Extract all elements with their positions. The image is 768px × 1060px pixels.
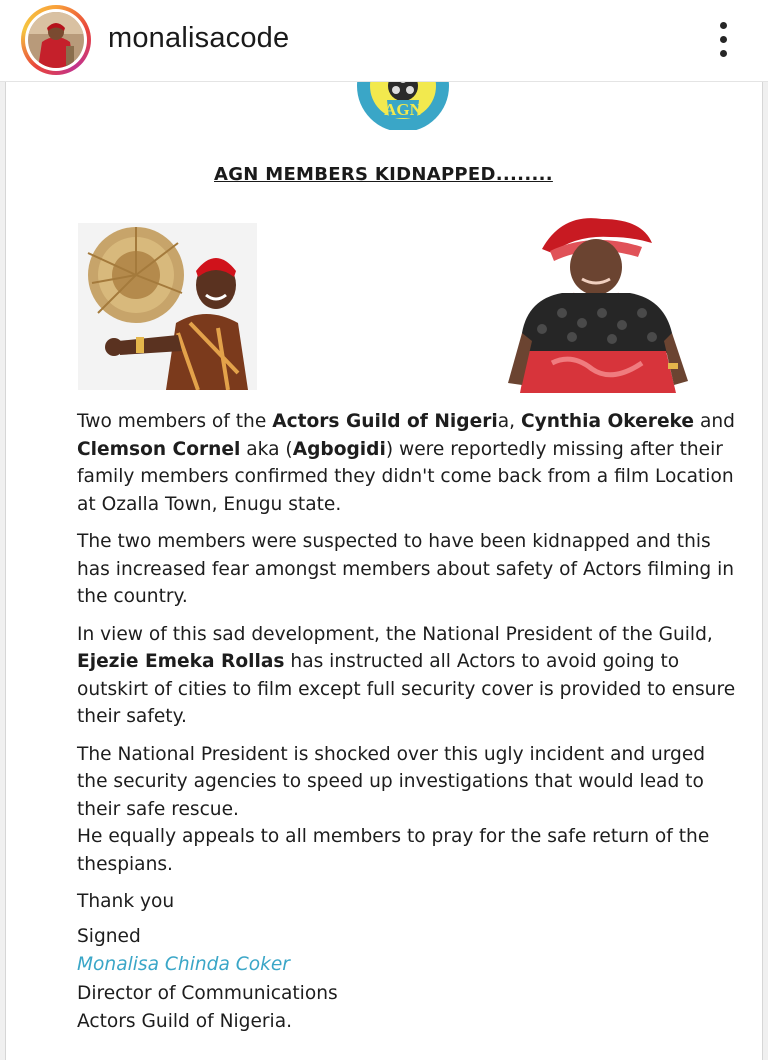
p1-text-5: ) were reportedly missing after their family members confirmed they didn't come back from a film Location at Ozalla Town, Enugu state. [77,438,734,515]
avatar-photo-graphic [28,12,84,68]
p1-bold-org: Actors Guild of Nigeri [272,411,498,432]
more-dot-icon [720,36,727,43]
signed-label: Signed [77,925,141,947]
letter-page [5,82,763,1060]
more-options-button[interactable] [708,18,740,62]
member-photo-cynthia [492,213,696,393]
agn-logo [351,82,455,130]
p3-text-1: In view of this sad development, the National President of the Guild, [77,623,713,645]
clemson-photo-graphic [78,223,257,390]
agn-logo-graphic [351,82,455,130]
p3-bold-president: Ejezie Emeka Rollas [77,651,285,672]
avatar-ring-gap [25,9,87,71]
letter-paragraph-5: He equally appeals to all members to pray for the safe return of the thespians. [77,826,710,875]
p1-text-4: aka ( [240,438,293,460]
more-dot-icon [720,22,727,29]
profile-photo-icon [28,12,84,68]
avatar[interactable] [21,5,91,75]
p1-bold-name-1: Cynthia Okereke [520,411,695,432]
p1-text-1: Two members of the [77,411,273,432]
member-photo-clemson [78,223,257,390]
p1-text-3: and [694,411,735,432]
cynthia-photo-graphic [492,213,696,393]
signature-name: Monalisa Chinda Coker [77,954,290,975]
post-image[interactable] [0,82,768,1060]
letter-paragraph-2: The two members were suspected to have been kidnapped and this has increased fear amongst members about safety of Actors filming in the country. [77,531,735,607]
letter-paragraph-4: The National President is shocked over this ugly incident and urged the security agencies to speed up investigations that would lead to their safe rescue. [77,743,706,820]
signature-block [77,888,737,1037]
p1-bold-alias: Agbogidi [292,438,386,460]
p1-bold-name-2: Clemson Cornel [77,438,241,460]
letter-paragraph-1 [77,408,737,518]
p1-text-2: a, [497,411,521,432]
letter-headline: AGN MEMBERS KIDNAPPED........ [214,164,553,185]
letter-paragraph-3 [77,621,737,731]
post-header [0,0,768,82]
username-link[interactable]: monalisacode [108,22,290,54]
closing-thanks: Thank you [77,891,175,912]
signer-title: Director of Communications [77,982,338,1004]
p3-text-2: has instructed all Actors to avoid going to outskirt of cities to film except full security cover is provided to ensure their safety. [77,651,736,727]
signer-organization: Actors Guild of Nigeria. [77,1011,293,1032]
letter-body [77,408,737,1037]
logo-text: AGN [384,100,422,119]
more-dot-icon [720,50,727,57]
